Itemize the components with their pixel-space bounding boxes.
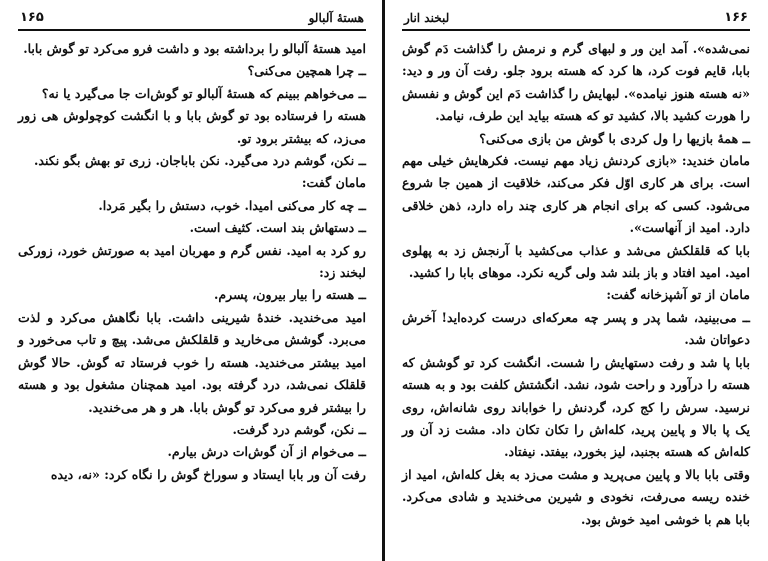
right-page-number: ۱۶۶ xyxy=(724,10,748,25)
paragraph: رفت آن ور بابا ایستاد و سوراخ گوش را نگاه کرد: «نه، دیده xyxy=(50,466,366,482)
paragraph: نمی‌شده». آمد این ور و لبهای گرم و نرمش را گذاشت دَم گوش بابا، قایم فوت کرد، ها کرد که هسته برود جلو. رفت آن ور و دید: «نه هسته هنوز نیامده». لبهایش را گذاشت دَم این گوش و نفسش را هورت کشید بالا، کشید تو که هسته بیاید این طرف، نیامد. xyxy=(402,41,750,124)
left-page-body xyxy=(18,38,366,486)
paragraph: ــ چرا همچین می‌کنی؟ xyxy=(247,63,366,79)
paragraph: بابا که قلقلکش می‌شد و عذاب می‌کشید با آرنجش زد به پهلوی امید. امید افتاد و باز بلند شد ولی گریه نکرد. موهای بابا را کشید. xyxy=(402,242,750,281)
paragraph: ــ همهٔ بازیها را ول کردی با گوش من بازی می‌کنی؟ xyxy=(479,130,750,146)
paragraph: وقتی بابا بالا و پایین می‌پرید و مشت می‌زد به بغل کله‌اش، امید از خنده ریسه می‌رفت، نخودی و شیرین می‌خندید و شادی می‌کرد. بابا هم با خوشی امید خوش بود. xyxy=(402,466,750,527)
right-running-title: لبخند انار xyxy=(404,11,450,25)
left-page xyxy=(0,0,380,561)
paragraph: ــ می‌بینید، شما پدر و پسر چه معرکه‌ای درست کرده‌اید! آخرش دعواتان شد. xyxy=(402,309,750,348)
paragraph: ــ چه کار می‌کنی امیدا. خوب، دستش را بگیر مَردا. xyxy=(98,197,366,213)
paragraph: مامان گفت: xyxy=(301,175,366,191)
right-page xyxy=(388,0,768,561)
paragraph: ــ می‌خوام از آن گوش‌ات درش بیارم. xyxy=(167,444,366,460)
right-page-header xyxy=(402,6,750,31)
paragraph: ــ دستهاش بند است. کثیف است. xyxy=(189,220,366,236)
paragraph: هسته را فرستاده بود تو گوش بابا و با انگشت کوچولوش هی زور می‌زد، که بیشتر برود تو. xyxy=(18,108,366,146)
left-page-number: ۱۶۵ xyxy=(20,10,44,25)
paragraph: امید می‌خندید. خندهٔ شیرینی داشت. بابا نگاهش می‌کرد و لذت می‌برد. گوشش می‌خارید و قلقلکش می‌شد. پیچ و تاب می‌خورد و امید بیشتر می‌خندید. هسته را خوب فرستاد ته گوش. حالا گوش قلقلک نمی‌شد، درد گرفته بود. امید همچنان مشغول بود و هسته را بیشتر فرو می‌کرد تو گوش بابا. هر و هر می‌خندید. xyxy=(18,309,366,415)
paragraph: ــ نکن، گوشم درد می‌گیرد. نکن باباجان. زری تو بهش بگو نکند. xyxy=(33,153,366,169)
left-page-header xyxy=(18,6,366,31)
paragraph: ــ هسته را بیار بیرون، پسرم. xyxy=(213,287,366,303)
right-page-body xyxy=(402,38,750,531)
paragraph: ــ می‌خواهم ببینم که هستهٔ آلبالو تو گوش‌ات جا می‌گیرد یا نه؟ xyxy=(41,85,366,101)
paragraph: مامان خندید: «بازی کردنش زیاد مهم نیست. فکرهایش خیلی مهم است. برای هر کاری اوّل فکر می‌کند، خلاقیت از همین جا شروع می‌شود. کسی که برای انجام هر کاری چند راه دارد، ذهن خلاقی دارد. امید از آنهاست». xyxy=(402,153,750,236)
paragraph: مامان از تو آشپزخانه گفت: xyxy=(606,287,750,303)
paragraph: امید هستهٔ آلبالو را برداشته بود و داشت فرو می‌کرد تو گوش بابا. xyxy=(23,41,366,56)
left-running-title: هستهٔ آلبالو xyxy=(308,11,364,25)
paragraph: ــ نکن، گوشم درد گرفت. xyxy=(232,421,366,437)
page-gutter xyxy=(382,0,385,561)
paragraph: رو کرد به امید. نفس گرم و مهربان امید به صورتش خورد، زورکی لبخند زد: xyxy=(18,242,366,281)
paragraph: بابا پا شد و رفت دستهایش را شست. انگشت کرد تو گوشش که هسته را درآورد و راحت شود، نشد. انگشتش کلفت بود و به هسته نرسید. سرش را کج کرد، گردنش را خواباند روی شانه‌اش، روی یک پا بالا و پایین پرید، کله‌اش را تکان تکان داد. مشت زد آن ور کله‌اش که هسته بجنبد، لیز بخورد، بیفتد. نیفتاد. xyxy=(402,354,750,460)
